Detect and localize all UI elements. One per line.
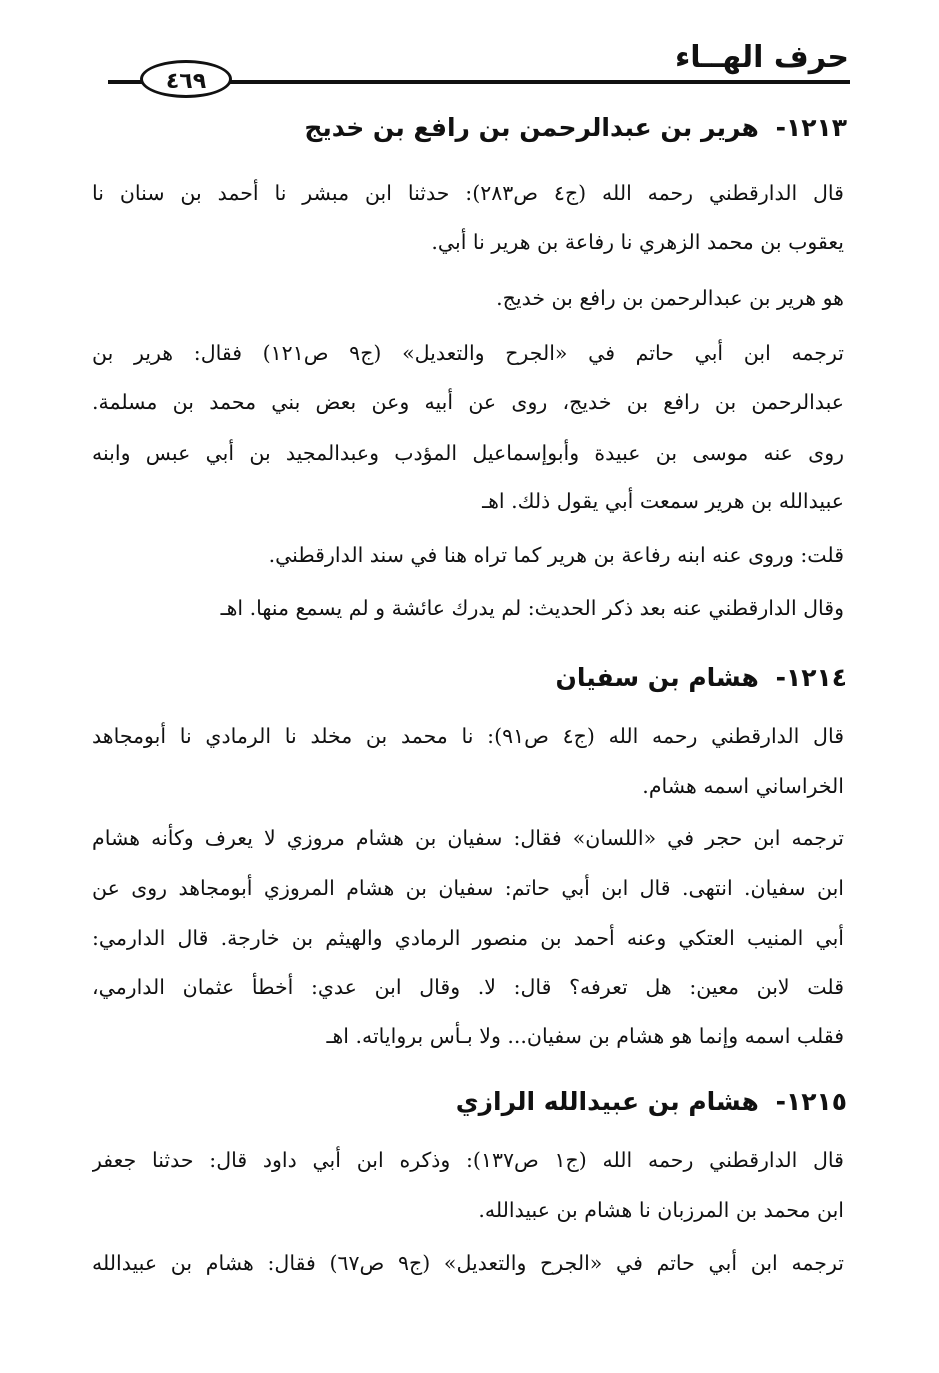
- text-line: قلت: وروى عنه ابنه رفاعة بن هرير كما تراه هنا في سند الدارقطني.: [268, 543, 844, 567]
- entry-name: هشام بن عبيدالله الرازي: [455, 1087, 759, 1116]
- text-line: وقال الدارقطني عنه بعد ذكر الحديث: لم يدرك عائشة و لم يسمع منها. اهـ: [220, 596, 844, 620]
- entry-number: ١٢١٤-: [775, 663, 847, 692]
- text-line: عبيدالله بن هرير سمعت أبي يقول ذلك. اهـ: [482, 489, 844, 513]
- entry-number: ١٢١٣-: [775, 113, 847, 142]
- text-line: أبي المنيب العتكي وعنه أحمد بن منصور الرمادي والهيثم بن خارجة. قال الدارمي:: [92, 926, 844, 950]
- text-line: عبدالرحمن بن رافع بن خديج، روى عن أبيه وعن بعض بني محمد بن مسلمة.: [92, 390, 844, 414]
- text-line: ترجمه ابن حجر في «اللسان» فقال: سفيان بن هشام مروزي لا يعرف وكأنه هشام: [92, 826, 844, 850]
- chapter-title: حرف الهــاء: [674, 40, 849, 75]
- text-line: ترجمه ابن أبي حاتم في «الجرح والتعديل» (ج٩ ص١٢١) فقال: هرير بن: [92, 341, 844, 365]
- text-line: روى عنه موسى بن عبيدة وأبوإسماعيل المؤدب وعبدالمجيد بن أبي عبس وابنه: [92, 441, 844, 465]
- entry-heading: [456, 1082, 847, 1122]
- entry-heading: [304, 108, 847, 148]
- text-line: قال الدارقطني رحمه الله (ج٤ ص٢٨٣): حدثنا ابن مبشر نا أحمد بن سنان نا: [92, 181, 844, 205]
- text-line: هو هرير بن عبدالرحمن بن رافع بن خديج.: [496, 286, 844, 310]
- text-line: قلت لابن معين: هل تعرفه؟ قال: لا. وقال ابن عدي: أخطأ عثمان الدارمي،: [92, 975, 844, 999]
- text-line: ابن سفيان. انتهى. قال ابن أبي حاتم: سفيان بن هشام المروزي أبومجاهد روى عن: [92, 876, 844, 900]
- text-line: قال الدارقطني رحمه الله (ج١ ص١٣٧): وذكره ابن أبي داود قال: حدثنا جعفر: [92, 1148, 844, 1172]
- text-line: فقلب اسمه وإنما هو هشام بن سفيان... ولا بـأس برواياته. اهـ: [326, 1024, 844, 1048]
- page-number: ٤٦٩: [140, 60, 232, 98]
- text-line: يعقوب بن محمد الزهري نا رفاعة بن هرير نا أبي.: [431, 230, 844, 254]
- entry-name: هشام بن سفيان: [555, 663, 759, 692]
- entry-number: ١٢١٥-: [775, 1087, 847, 1116]
- text-line: الخراساني اسمه هشام.: [642, 774, 844, 798]
- entry-name: هرير بن عبدالرحمن بن رافع بن خديج: [304, 113, 759, 142]
- text-line: قال الدارقطني رحمه الله (ج٤ ص٩١): نا محمد بن مخلد نا الرمادي نا أبومجاهد: [92, 724, 844, 748]
- text-line: ابن محمد بن المرزبان نا هشام بن عبيدالله.: [478, 1198, 844, 1222]
- text-line: ترجمه ابن أبي حاتم في «الجرح والتعديل» (ج٩ ص٦٧) فقال: هشام بن عبيدالله: [92, 1251, 844, 1275]
- entry-heading: [556, 658, 847, 698]
